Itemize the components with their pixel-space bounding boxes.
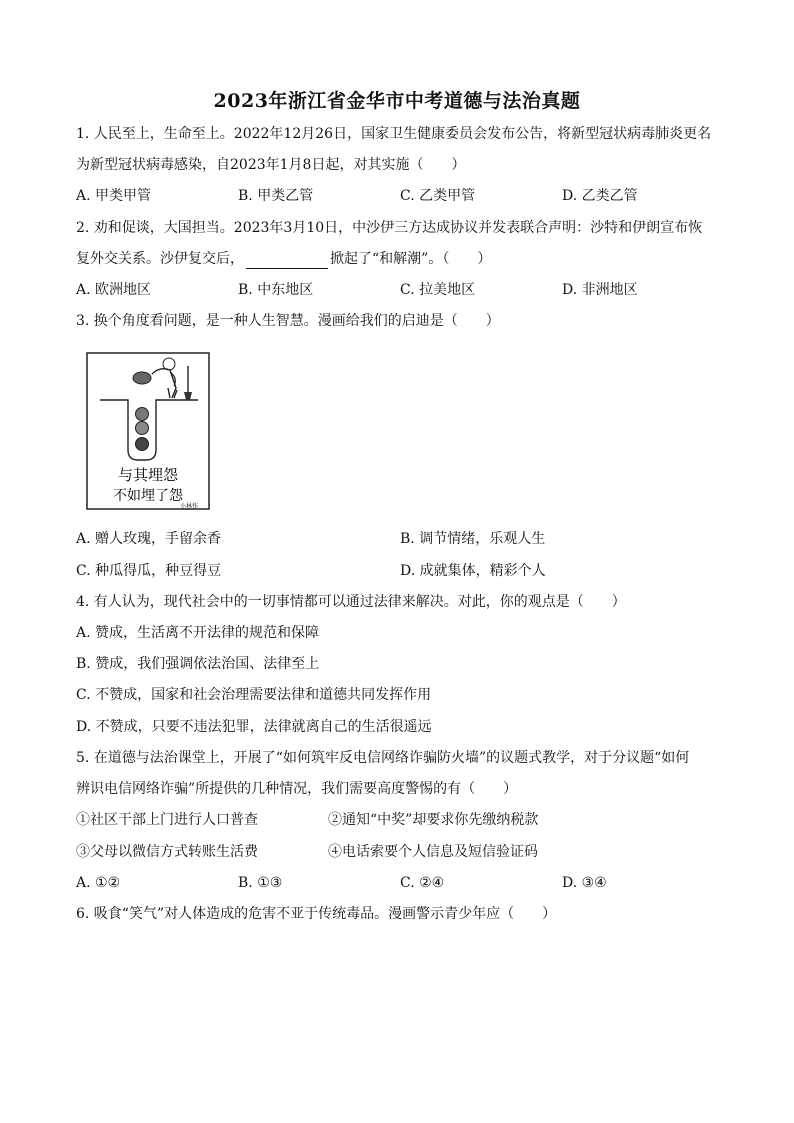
q2-option-c[interactable]: C. 拉美地区 — [400, 282, 476, 298]
page-title: 2023年浙江省金华市中考道德与法治真题 — [213, 90, 581, 112]
q1-option-a[interactable]: A. 甲类甲管 — [76, 188, 152, 204]
q2-stem-line1: 2. 劝和促谈，大国担当。2023年3月10日，中沙伊三方达成协议并发表联合声明：沙特和伊朗宣布恢 — [76, 220, 703, 236]
q3-stem: 3. 换个角度看问题，是一种人生智慧。漫画给我们的启迪是（ ） — [76, 313, 500, 329]
cartoon-ball — [136, 422, 149, 435]
cartoon-ball — [136, 438, 149, 451]
q5-option-c[interactable]: C. ②④ — [400, 875, 445, 891]
q5-item-1: ①社区干部上门进行人口普查 — [76, 812, 258, 828]
q2-stem-line2 — [76, 249, 491, 269]
q4-option-a[interactable]: A. 赞成，生活离不开法律的规范和保障 — [76, 625, 320, 641]
q6-stem: 6. 吸食“笑气”对人体造成的危害不亚于传统毒品。漫画警示青少年应（ ） — [76, 906, 557, 922]
q4-option-b[interactable]: B. 赞成，我们强调依法治国、法律至上 — [76, 656, 320, 672]
cartoon-bucket — [133, 372, 151, 384]
q5-item-4: ④电话索要个人信息及短信验证码 — [328, 844, 538, 860]
q3-option-d[interactable]: D. 成就集体，精彩个人 — [400, 563, 546, 579]
q2-stem-part1: 复外交关系。沙伊复交后， — [76, 251, 244, 267]
q5-stem-line2: 辨识电信网络诈骗”所提供的几种情况，我们需要高度警惕的有（ ） — [76, 781, 518, 797]
q5-option-b[interactable]: B. ①③ — [238, 875, 283, 891]
q3-option-a[interactable]: A. 赠人玫瑰，手留余香 — [76, 531, 222, 547]
q5-item-2: ②通知“中奖”却要求你先缴纳税款 — [328, 812, 539, 828]
q2-fill-blank — [246, 254, 328, 269]
q2-option-d[interactable]: D. 非洲地区 — [562, 282, 638, 298]
q1-stem-line1: 1. 人民至上，生命至上。2022年12月26日，国家卫生健康委员会发布公告，将新型冠状病毒肺炎更名 — [76, 126, 712, 142]
q5-stem-line1: 5. 在道德与法治课堂上，开展了“如何筑牢反电信网络诈骗防火墙”的议题式教学，对于分议题“如何 — [76, 750, 690, 766]
q4-option-d[interactable]: D. 不赞成，只要不违法犯罪，法律就离自己的生活很遥远 — [76, 719, 432, 735]
q4-option-c[interactable]: C. 不赞成，国家和社会治理需要法律和道德共同发挥作用 — [76, 687, 432, 703]
q1-option-b[interactable]: B. 甲类乙管 — [238, 188, 314, 204]
q2-option-a[interactable]: A. 欧洲地区 — [76, 282, 152, 298]
q3-cartoon — [86, 352, 210, 510]
cartoon-author: 小林作 — [179, 503, 198, 510]
q5-option-d[interactable]: D. ③④ — [562, 875, 607, 891]
q5-item-3: ③父母以微信方式转账生活费 — [76, 844, 258, 860]
q3-option-b[interactable]: B. 调节情绪，乐观人生 — [400, 531, 546, 547]
cartoon-ball — [136, 408, 149, 421]
q5-option-a[interactable]: A. ①② — [76, 875, 121, 891]
cartoon-caption-1: 与其埋怨 — [117, 466, 179, 484]
q4-stem: 4. 有人认为，现代社会中的一切事情都可以通过法律来解决。对此，你的观点是（ ） — [76, 594, 626, 610]
q1-option-c[interactable]: C. 乙类甲管 — [400, 188, 476, 204]
q3-option-c[interactable]: C. 种瓜得瓜，种豆得豆 — [76, 563, 222, 579]
q2-option-b[interactable]: B. 中东地区 — [238, 282, 314, 298]
q1-stem-line2: 为新型冠状病毒感染，自2023年1月8日起，对其实施（ ） — [76, 157, 466, 173]
cartoon-caption-2: 不如埋了怨 — [113, 488, 183, 504]
q1-option-d[interactable]: D. 乙类乙管 — [562, 188, 638, 204]
q2-stem-part2: 掀起了“和解潮”。（ ） — [330, 251, 492, 267]
